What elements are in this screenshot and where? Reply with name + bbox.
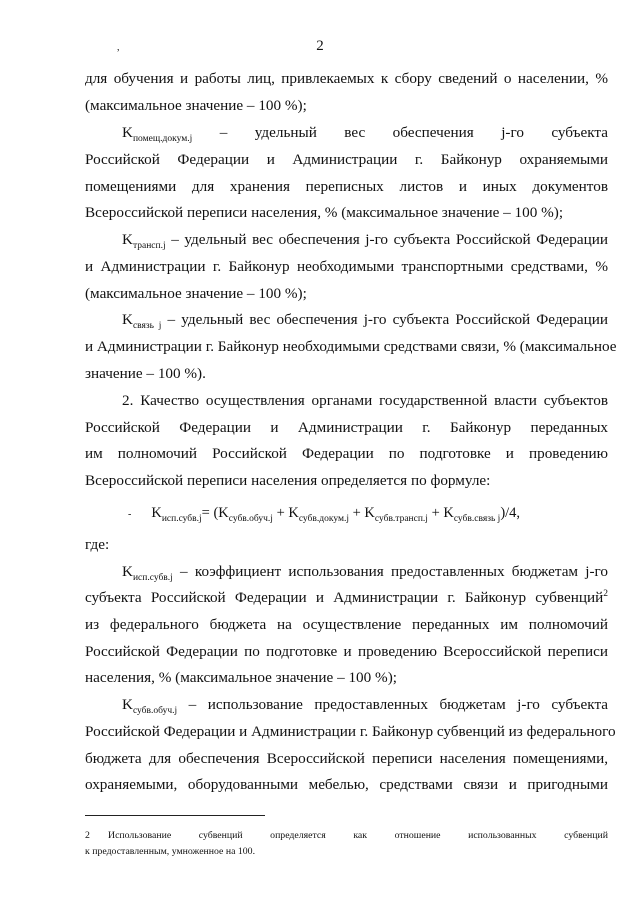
text-line-11: и Администрации г. Байконур необходимыми средствами связи, % (максимальное bbox=[85, 338, 617, 355]
text-line-9: (максимальное значение – 100 %); bbox=[85, 285, 307, 302]
corner-mark: , bbox=[117, 42, 120, 53]
text-line-23: населения, % (максимальное значение – 100 %); bbox=[85, 669, 397, 686]
variable-k: K bbox=[122, 311, 133, 328]
footnote-line-2: к предоставленным, умноженное на 100. bbox=[85, 846, 256, 857]
formula-lead: - bbox=[128, 509, 132, 520]
definition-k-pomesh bbox=[122, 123, 608, 145]
subscript: исп.субв.j bbox=[132, 573, 173, 583]
definition-text: – удельный вес обеспечения j-го субъекта Российской Федерации bbox=[167, 311, 609, 328]
text-line-18: где: bbox=[85, 536, 110, 553]
text-line-2: (максимальное значение – 100 %); bbox=[85, 97, 307, 114]
text-line-27: охраняемыми, оборудованными мебелью, средствами связи и пригодными bbox=[85, 776, 608, 793]
text-line-21: из федерального бюджета на осуществление переданных им полномочий bbox=[85, 616, 608, 633]
footnote-number: 2 bbox=[85, 830, 90, 841]
footnote-ref: 2 bbox=[603, 589, 608, 599]
subscript: связь j bbox=[132, 321, 162, 331]
text-line-25: Российской Федерации и Администрации г. Байконур субвенций из федерального bbox=[85, 723, 616, 740]
definition-k-transp bbox=[122, 230, 608, 252]
text-line-13: 2. Качество осуществления органами государственной власти субъектов bbox=[122, 392, 608, 409]
definition-k-obuch bbox=[122, 695, 608, 717]
text-line-6: Всероссийской переписи населения, % (максимальное значение – 100 %); bbox=[85, 204, 564, 221]
definition-text: – использование предоставленных бюджетам j-го субъекта bbox=[188, 696, 609, 713]
footnote-line-1: Использование субвенций определяется как отношение использованных субвенций bbox=[108, 830, 608, 841]
variable-k: K bbox=[122, 696, 133, 713]
text-line-26: бюджета для обеспечения Всероссийской переписи населения помещениями, bbox=[85, 750, 608, 767]
text-line-20: субъекта Российской Федерации и Администрации г. Байконур субвенций$^2$ bbox=[85, 589, 608, 606]
page-number: 2 bbox=[316, 38, 324, 54]
definition-text: – коэффициент использования предоставленных бюджетам j-го bbox=[180, 563, 608, 580]
subscript: трансп.j bbox=[132, 241, 166, 251]
footnote-rule bbox=[85, 815, 265, 816]
definition-text: – удельный вес обеспечения j-го субъекта Российской Федерации bbox=[171, 231, 609, 248]
variable-k: K bbox=[122, 231, 133, 248]
text-line-22: Российской Федерации по подготовке и проведению Всероссийской переписи bbox=[85, 643, 608, 660]
variable-k: K bbox=[122, 124, 133, 141]
text-line-8: и Администрации г. Байконур необходимыми транспортными средствами, % bbox=[85, 258, 608, 275]
text-line-12: значение – 100 %). bbox=[85, 365, 206, 382]
text-line-1: для обучения и работы лиц, привлекаемых к сбору сведений о населении, % bbox=[85, 70, 608, 87]
text-line-14: Российской Федерации и Администрации г. Байконур переданных bbox=[85, 419, 608, 436]
variable-k: K bbox=[122, 563, 133, 580]
text-line-5: помещениями для хранения переписных листов и иных документов bbox=[85, 178, 608, 195]
subscript: помещ.докум.j bbox=[132, 134, 193, 144]
formula: - $K_{исп.субв.j}= (K_{субв.обуч.j} + K_{субв.докум.j} + K_{субв.трансп.j} + K_{субв.связь j})/4$, bbox=[128, 505, 521, 524]
formula-k: K bbox=[151, 505, 162, 521]
text-line-15: им полномочий Российской Федерации по подготовке и проведению bbox=[85, 445, 608, 462]
definition-text: – удельный вес обеспечения j-го субъекта bbox=[219, 124, 608, 141]
definition-k-isp bbox=[122, 562, 608, 584]
definition-k-svyaz bbox=[122, 310, 608, 332]
subscript: субв.обуч.j bbox=[132, 706, 178, 716]
text-line-4: Российской Федерации и Администрации г. Байконур охраняемыми bbox=[85, 151, 608, 168]
text-line-16: Всероссийской переписи населения определяется по формуле: bbox=[85, 472, 491, 489]
